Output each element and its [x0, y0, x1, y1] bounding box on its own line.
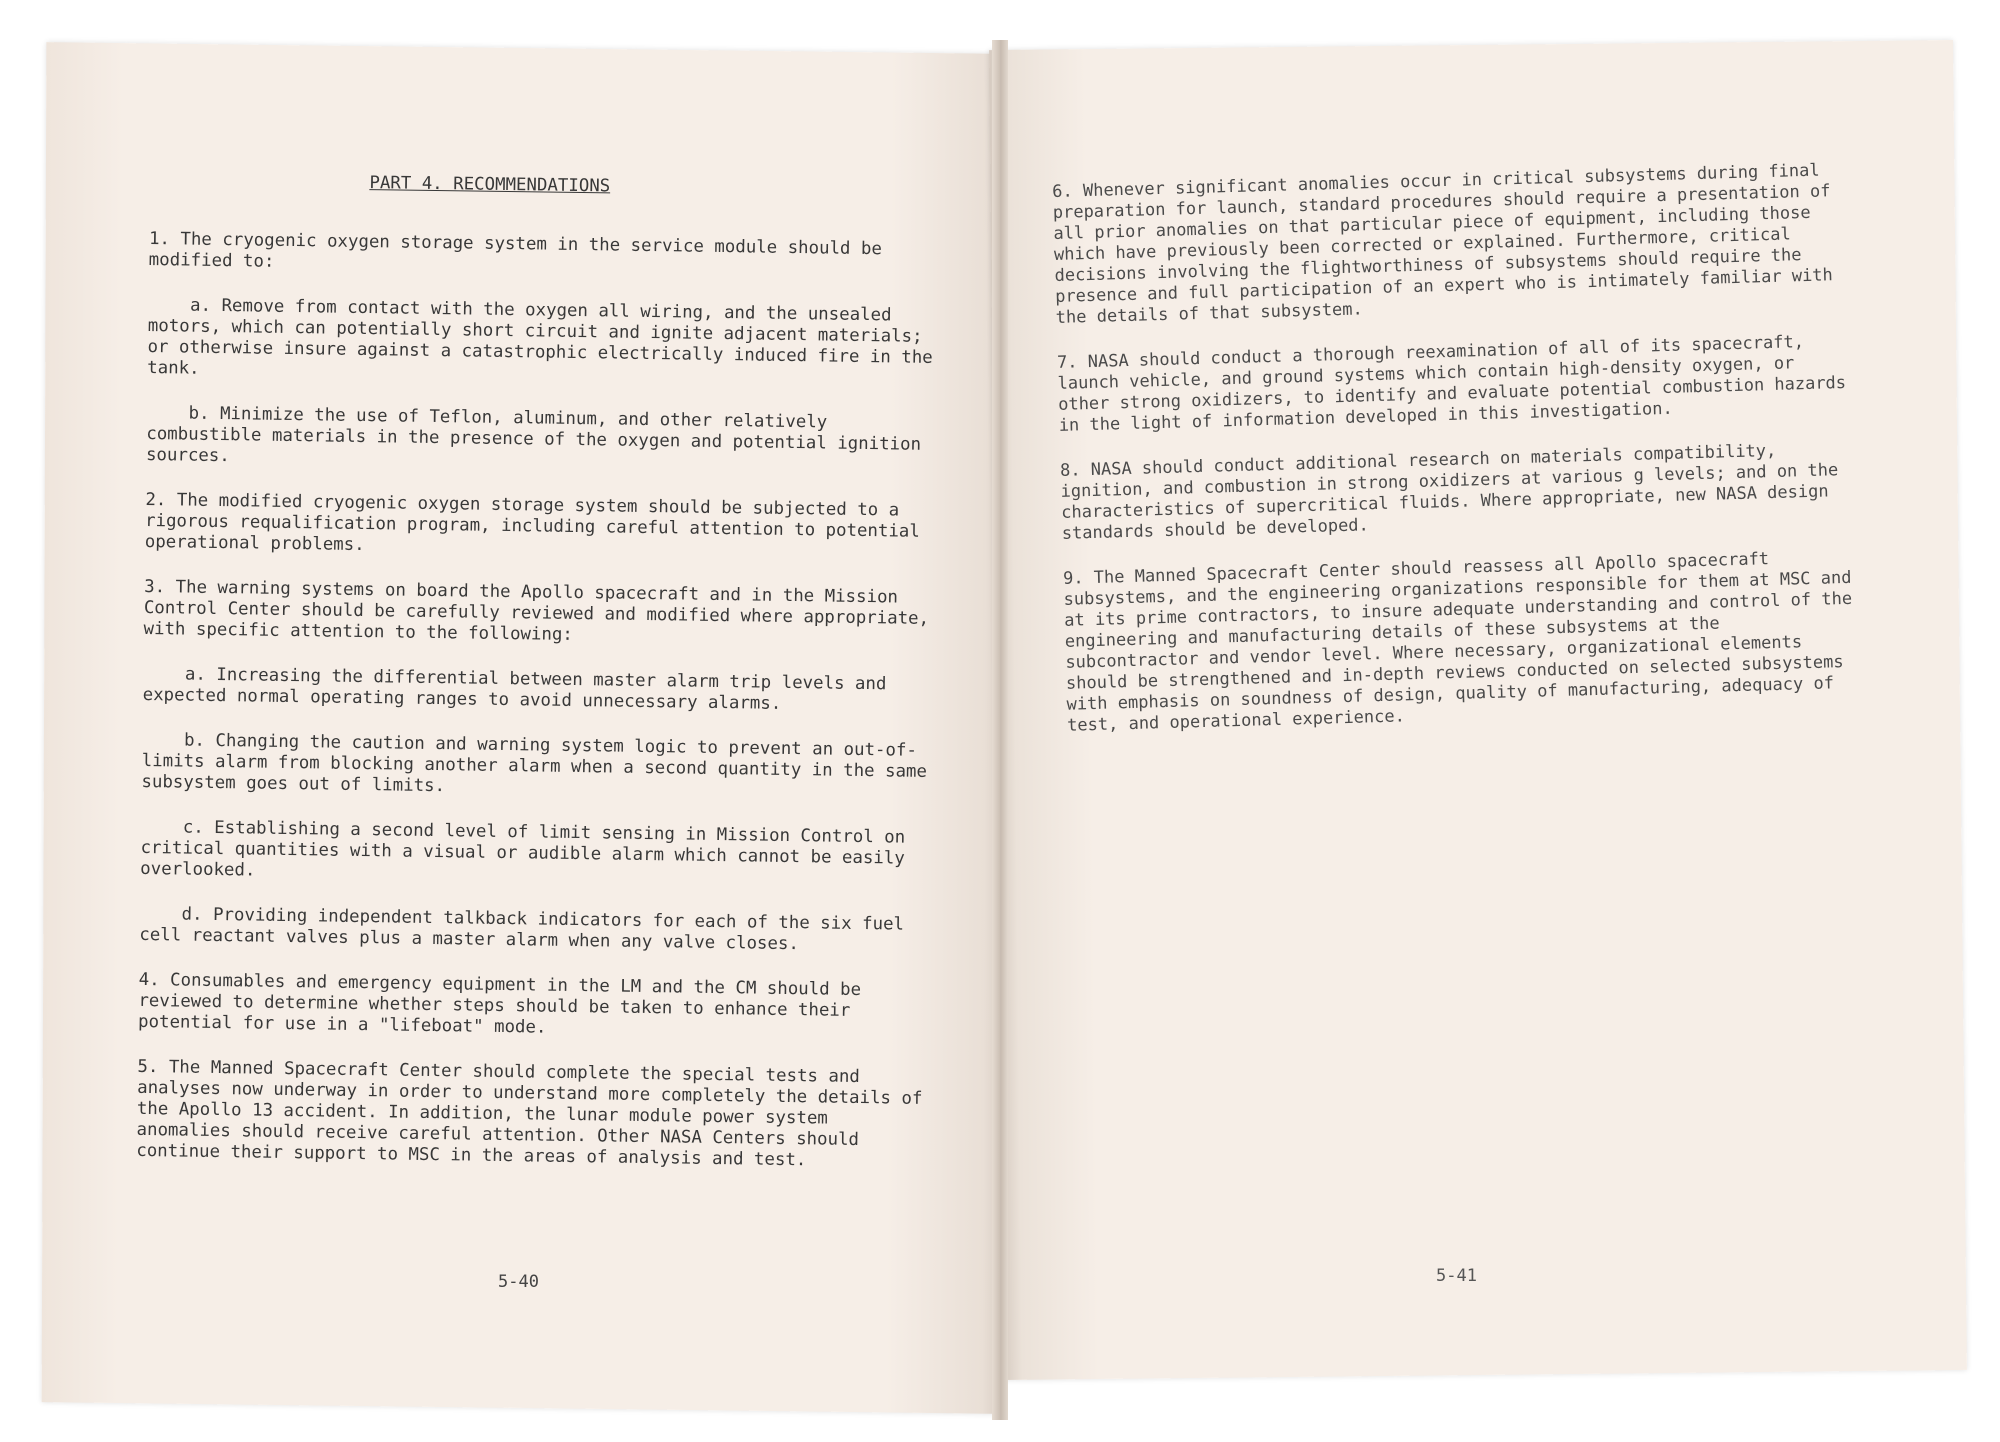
- right-page-text: [1052, 160, 1858, 761]
- left-page-text: [136, 170, 940, 1197]
- recommendation-3a: a. Increasing the differential between master alarm trip levels and expected normal operating ranges to avoid unnecessary alarms.: [142, 664, 887, 714]
- recommendation-5: 5. The Manned Spacecraft Center should complete the special tests and analyses now underway in order to understand more completely the details of the Apollo 13 accident. In addition, the lunar module power system anomalies should receive careful attention. Other NASA Centers should continue their support to MSC in the areas of analysis and test.: [136, 1056, 923, 1171]
- recommendation-4: 4. Consumables and emergency equipment in the LM and the CM should be reviewed to determine whether steps should be taken to enhance their potential for use in a "lifeboat" mode.: [137, 969, 862, 1038]
- recommendation-7: 7. NASA should conduct a thorough reexamination of all of its spacecraft, launch vehicle, and ground systems which contain high-density oxygen, or other strong oxidizers, to identify and evaluate potential combustion hazards in the light of information developed in this investigation.: [1056, 332, 1847, 436]
- recommendation-6: 6. Whenever significant anomalies occur in critical subsystems during final preparation for launch, standard procedures should require a presentation of all prior anomalies on that particular piece of equipment, including those which have previously been corrected or explained. Furthermore, critical decisions involving the flightworthiness of subsystems should require the presence and full participation of an expert who is intimately familiar with the details of that subsystem.: [1052, 160, 1834, 328]
- recommendation-3d: d. Providing independent talkback indicators for each of the six fuel cell reactant valves plus a master alarm when any valve closes.: [139, 904, 905, 955]
- recommendation-8: 8. NASA should conduct additional research on materials compatibility, ignition, and combustion in strong oxidizers at various g levels; and on the characteristics of supercritical fluids. Where appropriate, new NASA design standards should be developed.: [1059, 440, 1839, 544]
- recommendation-1b: b. Minimize the use of Teflon, aluminum, and other relatively combustible materials in the presence of the oxygen and potential ignition sources.: [145, 403, 922, 467]
- recommendation-1a: a. Remove from contact with the oxygen all wiring, and the unsealed motors, which can potentially short circuit and ignite adjacent materials; or otherwise insure against a catastrophic electrically induced fire in the tank.: [147, 295, 933, 379]
- recommendation-3c: c. Establishing a second level of limit sensing in Mission Control on critical quantities with a visual or audible alarm which cannot be easily overlooked.: [140, 817, 906, 881]
- recommendation-1: 1. The cryogenic oxygen storage system in the service module should be modified to:: [148, 228, 883, 272]
- page-number-left: 5-40: [498, 1272, 539, 1292]
- book-gutter: [992, 40, 1008, 1420]
- recommendation-9: 9. The Manned Spacecraft Center should reassess all Apollo spacecraft subsystems, and the engineering organizations responsible for them at MSC and at its prime contractors, to insure adequate understanding and control of the engineering and manufacturing details of these subsystems at the subcontractor and vendor level. Where necessary, organizational elements should be strengthened and in-depth reviews conducted on selected subsystems with emphasis on soundness of design, quality of manufacturing, adequacy of test, and operational experience.: [1062, 549, 1853, 736]
- section-heading: PART 4. RECOMMENDATIONS: [369, 173, 611, 197]
- recommendation-3: 3. The warning systems on board the Apollo spacecraft and in the Mission Control Center should be carefully reviewed and modified where appropriate, with specific attention to the following:: [143, 576, 930, 645]
- recommendation-3b: b. Changing the caution and warning system logic to prevent an out-of-limits alarm from blocking another alarm when a second quantity in the same subsystem goes out of limits.: [141, 730, 928, 797]
- recommendation-2: 2. The modified cryogenic oxygen storage system should be subjected to a rigorous requalification program, including careful attention to potential operational problems.: [144, 489, 920, 556]
- page-number-right: 5-41: [1436, 1266, 1477, 1286]
